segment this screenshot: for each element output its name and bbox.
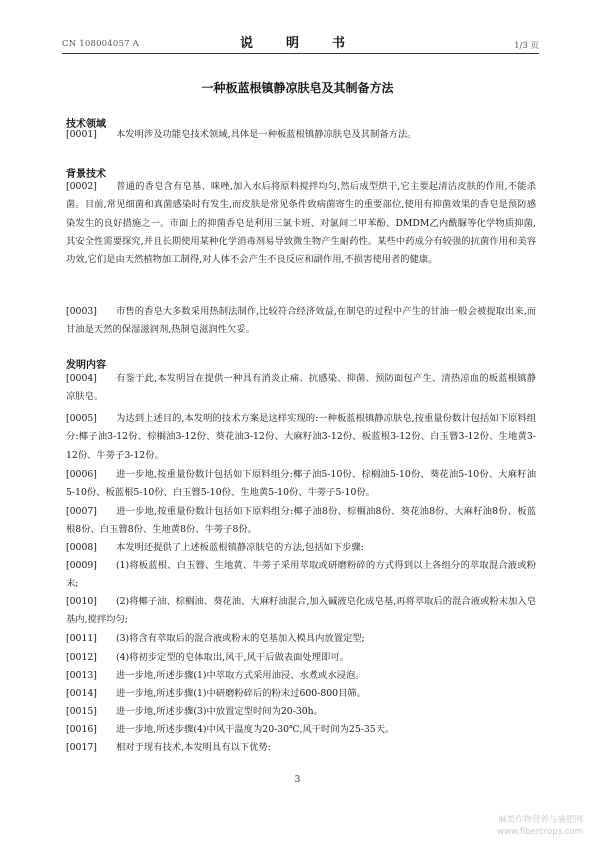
paragraph-text: 相对于现有技术,本发明具有以下优势: bbox=[116, 742, 271, 753]
paragraph-number: [0017] bbox=[66, 742, 97, 753]
paragraph-0001 bbox=[66, 126, 536, 144]
paragraph-text: 本发明涉及功能皂技术领域,具体是一种板蓝根镇静凉肤皂及其制备方法。 bbox=[116, 129, 417, 140]
paragraph-number: [0011] bbox=[66, 633, 97, 644]
paragraph-number: [0013] bbox=[66, 670, 97, 681]
paragraph-number: [0006] bbox=[66, 469, 97, 480]
paragraph-text: (3)将含有萃取后的混合液或粉末的皂基加入模具内放置定型; bbox=[116, 633, 365, 644]
paragraph-0008 bbox=[66, 539, 536, 557]
paragraph-number: [0016] bbox=[66, 724, 97, 735]
paragraph-0015 bbox=[66, 703, 536, 721]
paragraph-0014 bbox=[66, 685, 536, 703]
paragraph-number: [0001] bbox=[66, 129, 97, 140]
paragraph-number: [0003] bbox=[66, 306, 97, 317]
paragraph-number: [0005] bbox=[66, 413, 97, 424]
page-number: 3 bbox=[294, 775, 301, 785]
paragraph-text: 进一步地,按重量份数计包括如下原料组分:椰子油8份、棕榈油8份、葵花油8份、大麻籽油8份、板蓝根8份、白玉簪8份、生地黄8份、牛蒡子8份。 bbox=[66, 506, 536, 536]
paragraph-0017 bbox=[66, 739, 536, 757]
paragraph-number: [0012] bbox=[66, 652, 97, 663]
paragraph-text: 市售的香皂大多数采用热制法制作,比较符合经济效益,在制皂的过程中产生的甘油一般会被提取出来,而甘油是天然的保湿滋润剂,热制皂滋润性欠妥。 bbox=[66, 306, 536, 336]
paragraph-text: 进一步地,所述步骤(3)中放置定型时间为20-30h。 bbox=[116, 706, 323, 717]
paragraph-number: [0014] bbox=[66, 688, 97, 699]
paragraph-number: [0002] bbox=[66, 181, 97, 192]
section-heading-background: 背景技术 bbox=[66, 169, 106, 180]
paragraph-text: (4)将初步定型的皂体取出,风干,风干后做表面处理即可。 bbox=[116, 652, 349, 663]
page-count: 1/3 页 bbox=[514, 41, 539, 51]
watermark bbox=[497, 814, 583, 838]
paragraph-number: [0007] bbox=[66, 506, 97, 517]
paragraph-0003 bbox=[66, 303, 536, 340]
paragraph-text: (2)将椰子油、棕榈油、葵花油、大麻籽油混合,加入碱液皂化成皂基,再将萃取后的混合液或粉末加入皂基内,搅拌均匀; bbox=[66, 596, 536, 626]
section-heading-tech-field: 技术领域 bbox=[66, 119, 106, 130]
paragraph-0013 bbox=[66, 667, 536, 685]
paragraph-0007 bbox=[66, 503, 536, 540]
paragraph-0004 bbox=[66, 370, 536, 407]
paragraph-number: [0015] bbox=[66, 706, 97, 717]
section-heading-summary: 发明内容 bbox=[66, 360, 106, 371]
paragraph-number: [0009] bbox=[66, 560, 97, 571]
paragraph-number: [0010] bbox=[66, 596, 97, 607]
paragraph-0010 bbox=[66, 593, 536, 630]
header-divider bbox=[62, 53, 539, 54]
paragraph-text: 进一步地,所述步骤(1)中萃取方式采用油浸、水煮或水浸泡。 bbox=[116, 670, 365, 681]
paragraph-text: 为达到上述目的,本发明的技术方案是这样实现的:一种板蓝根镇静凉肤皂,按重量份数计包括如下原料组分:椰子油3-12份、棕榈油3-12份、葵花油3-12份、大麻籽油3-12份、板蓝根3-12份、白玉簪3-12份、生地黄3-12份、牛蒡子3-12份。 bbox=[66, 413, 536, 461]
paragraph-text: 进一步地,按重量份数计包括如下原料组分:椰子油5-10份、棕榈油5-10份、葵花油5-10份、大麻籽油5-10份、板蓝根5-10份、白玉簪5-10份、生地黄5-10份、牛蒡子5-10份。 bbox=[66, 469, 536, 499]
paragraph-0005 bbox=[66, 410, 536, 465]
paragraph-0009 bbox=[66, 557, 536, 594]
watermark-line: www.fibercrops.com bbox=[497, 827, 583, 837]
paragraph-text: 进一步地,所述步骤(1)中研磨粉碎后的粉末过600-800目筛。 bbox=[116, 688, 366, 699]
document-number: CN 108004057 A bbox=[62, 39, 139, 49]
paragraph-text: 有鉴于此,本发明旨在提供一种具有消炎止痛、抗感染、抑菌、预防面包产生、清热凉血的板蓝根镇静凉肤皂。 bbox=[66, 373, 536, 403]
paragraph-text: 本发明还提供了上述板蓝根镇静凉肤皂的方法,包括如下步骤: bbox=[116, 542, 364, 553]
paragraph-number: [0008] bbox=[66, 542, 97, 553]
paragraph-0002 bbox=[66, 178, 536, 269]
paragraph-0016 bbox=[66, 721, 536, 739]
paragraph-text: 进一步地,所述步骤(4)中风干温度为20-30℃,风干时间为25-35天。 bbox=[116, 724, 395, 735]
paragraph-number: [0004] bbox=[66, 373, 97, 384]
document-type: 说 明 书 bbox=[239, 36, 355, 51]
paragraph-0011 bbox=[66, 630, 536, 648]
paragraph-0012 bbox=[66, 649, 536, 667]
paragraph-text: 普通的香皂含有皂基、咪唑,加入水后将原料搅拌均匀,然后成型烘干,它主要起清洁皮肤的作用,不能杀菌。目前,常见细菌和真菌感染时有发生,而皮肤是常见条件致病菌寄生的重要部位,使用有抑菌效果的香皂是预防感染发生的良好措施之一。市面上的抑菌香皂是利用三氯卡班、对氯间二甲苯酚、DMDM乙内酰脲等化学物质抑菌,其安全性需要探究,并且长期使用某种化学消毒剂易导致微生物产生耐药性。某些中药成分有较强的抗菌作用和美容功效,它们是由天然植物加工制得,对人体不会产生不良反应和副作用,不损害使用者的健康。 bbox=[66, 181, 536, 266]
page-title: 一种板蓝根镇静凉肤皂及其制备方法 bbox=[201, 81, 394, 95]
paragraph-0006 bbox=[66, 466, 536, 503]
watermark-line: 麻类作物营养与施肥网 bbox=[497, 815, 583, 825]
paragraph-text: (1)将板蓝根、白玉簪、生地黄、牛蒡子采用萃取或研磨粉碎的方式得到以上各组分的萃取混合液或粉末; bbox=[66, 560, 536, 590]
